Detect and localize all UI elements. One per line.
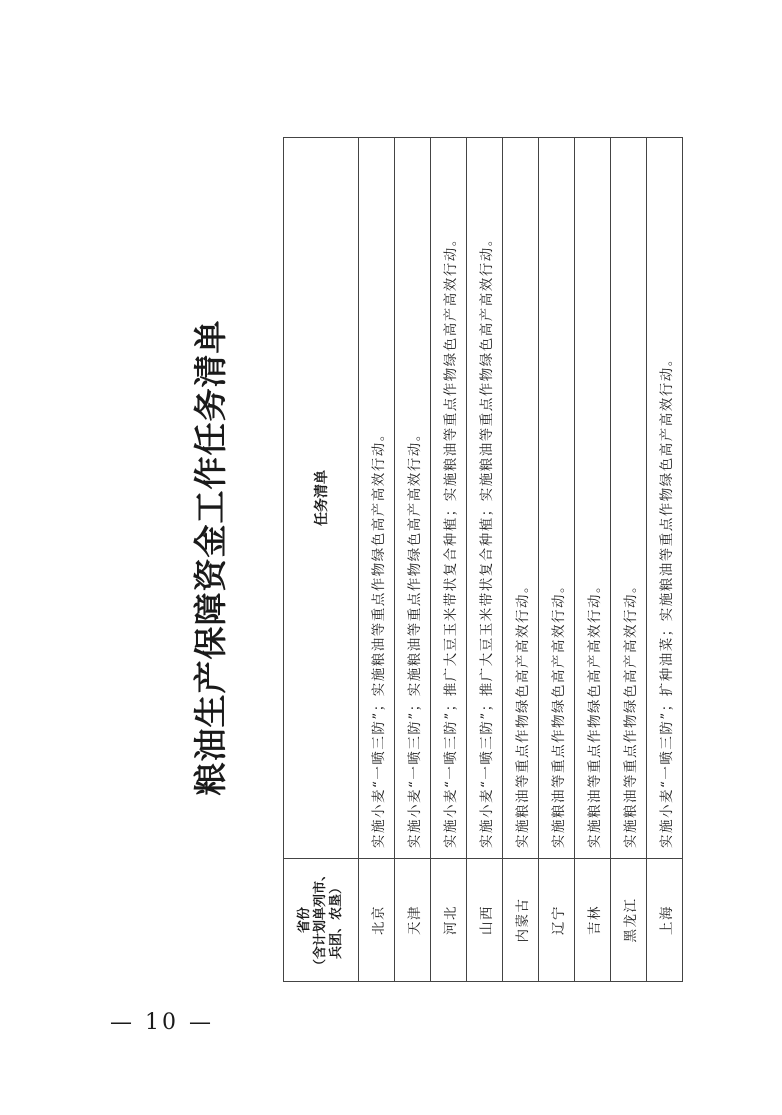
- tasks-header: 任务清单: [284, 138, 359, 859]
- task-cell: 实施粮油等重点作物绿色高产高效行动。: [503, 138, 539, 859]
- province-cell: 吉林: [575, 859, 611, 982]
- task-cell: 实施小麦“一喷三防”；实施粮油等重点作物绿色高产高效行动。: [395, 138, 431, 859]
- table-row: [503, 138, 539, 982]
- province-header-line2: （含计划单列市、: [313, 868, 328, 973]
- table-row: [575, 138, 611, 982]
- document-title: 粮油生产保障资金工作任务清单: [191, 319, 230, 796]
- province-header: [284, 859, 359, 982]
- table-row: [395, 138, 431, 982]
- task-table: [283, 137, 683, 982]
- table-row: [359, 138, 395, 982]
- task-cell: 实施小麦“一喷三防”；推广大豆玉米带状复合种植；实施粮油等重点作物绿色高产高效行动。: [431, 138, 467, 859]
- table-header-row: [284, 138, 359, 982]
- province-cell: 天津: [395, 859, 431, 982]
- page-number: — 10 —: [110, 1010, 214, 1035]
- task-cell: 实施小麦“一喷三防”；扩种油菜；实施粮油等重点作物绿色高产高效行动。: [647, 138, 683, 859]
- province-header-line1: 省份: [297, 907, 312, 934]
- table-row: [431, 138, 467, 982]
- province-cell: 北京: [359, 859, 395, 982]
- table-row: [539, 138, 575, 982]
- province-cell: 辽宁: [539, 859, 575, 982]
- task-cell: 实施粮油等重点作物绿色高产高效行动。: [611, 138, 647, 859]
- province-cell: 内蒙古: [503, 859, 539, 982]
- task-cell: 实施小麦“一喷三防”；推广大豆玉米带状复合种植；实施粮油等重点作物绿色高产高效行动。: [467, 138, 503, 859]
- province-cell: 上海: [647, 859, 683, 982]
- province-cell: 河北: [431, 859, 467, 982]
- task-cell: 实施粮油等重点作物绿色高产高效行动。: [575, 138, 611, 859]
- province-header-line3: 兵团、农垦）: [329, 881, 344, 960]
- task-cell: 实施粮油等重点作物绿色高产高效行动。: [539, 138, 575, 859]
- task-cell: 实施小麦“一喷三防”；实施粮油等重点作物绿色高产高效行动。: [359, 138, 395, 859]
- table-row: [467, 138, 503, 982]
- province-cell: 山西: [467, 859, 503, 982]
- province-cell: 黑龙江: [611, 859, 647, 982]
- table-row: [611, 138, 647, 982]
- table-row: [647, 138, 683, 982]
